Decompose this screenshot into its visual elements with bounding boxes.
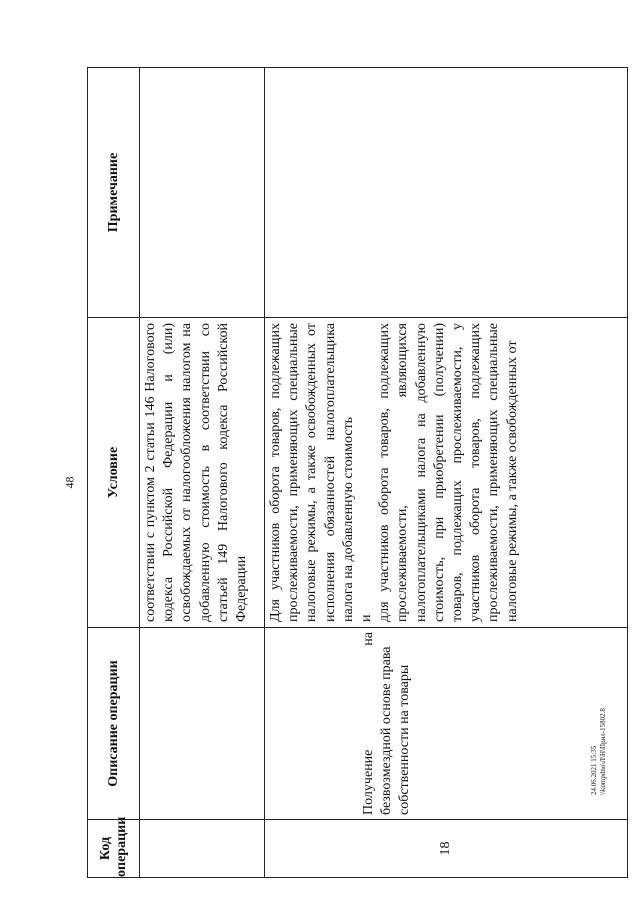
condition-paragraph: соответствии с пунктом 2 статьи 146 Налогового кодекса Российской Федерации и (или) освобождаемых от налогообложения налогом на добавленную стоимость в соответствии со статьей 149 Налогового кодекса Российской Федерации [143,323,250,622]
table-header-row [88,68,140,878]
description-word: на [361,632,376,646]
page-number: 48 [62,476,77,489]
description-rest: безвозмездной основе права собственности на товары [379,646,413,815]
row-condition [265,318,628,628]
condition-conjunction: и [359,614,375,622]
table-row [265,68,628,878]
condition-paragraph: Для участников оборота товаров, подлежащих прослеживаемости, применяющих специальные налоговые режимы, а также освобожденных от исполнения обязанностей налогоплательщика налога на добавленную стоимость [268,323,356,622]
row-note [265,68,628,318]
row-condition [140,318,265,628]
rotated-table-container [87,68,627,878]
row-description [265,628,628,820]
operations-table [87,67,628,878]
row-note [140,68,265,318]
row-code: 18 [265,820,628,878]
description-word: Получение [361,749,376,815]
header-note: Примечание [88,68,140,318]
row-code [140,820,265,878]
document-footer-stamp [590,708,608,795]
header-description: Описание операции [88,628,140,820]
header-code: Код операции [88,820,140,878]
table-row [140,68,265,878]
footer-timestamp: 24.06.2021 15:35 [590,745,598,795]
footer-file-path: \\kompdno\Л\Н\Прил-15802.8 [599,708,607,795]
condition-paragraph: для участников оборота товаров, подлежащих прослеживаемости, являющихся налогоплательщиками налога на добавленную стоимость, при приобретении (получении) товаров, подлежащих прослеживаемости, у участников оборота товаров, подлежащих прослеживаемости, применяющих специальные налоговые режимы, а также освобожденных от [377,323,520,622]
header-condition: Условие [88,318,140,628]
row-description [140,628,265,820]
